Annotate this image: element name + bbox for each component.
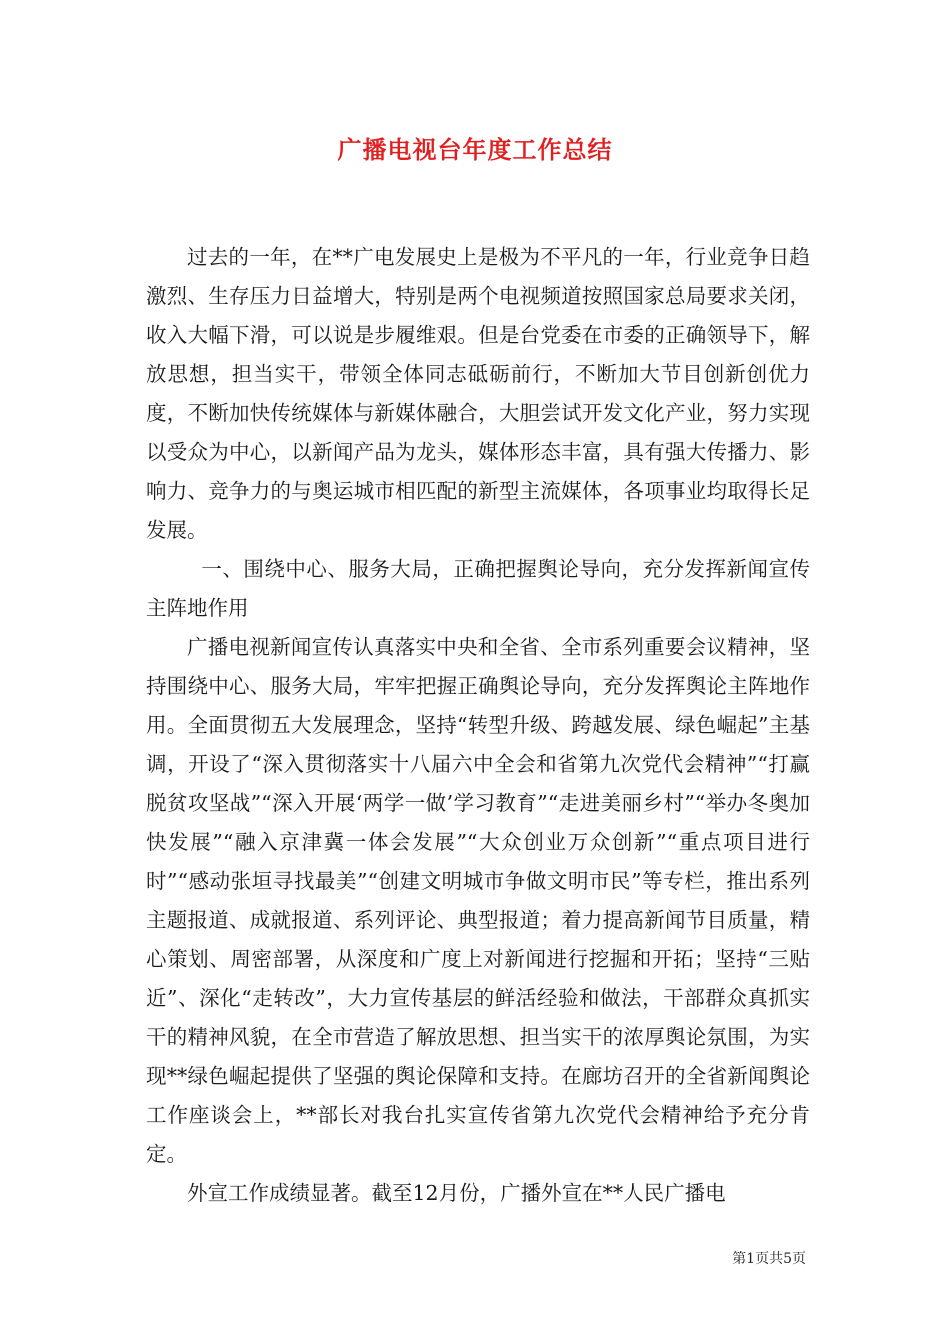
paragraph-news-propaganda: 广播电视新闻宣传认真落实中央和全省、全市系列重要会议精神，坚持围绕中心、服务大局，牢牢把握正确舆论导向，充分发挥舆论主阵地作用。全面贯彻五大发展理念，坚持“转型升级、跨越发展、绿色崛起”主基调，开设了“深入贯彻落实十八届六中全会和省第九次党代会精神”“打赢脱贫攻坚战”“深入开展‘两学一做’学习教育”“走进美丽乡村”“举办冬奥加快发展”“融入京津冀一体会发展”“大众创业万众创新”“重点项目进行时”“感动张垣寻找最美”“创建文明城市争做文明市民”等专栏，推出系列主题报道、成就报道、系列评论、典型报道；着力提高新闻节目质量，精心策划、周密部署，从深度和广度上对新闻进行挖掘和开拓；坚持“三贴近”、深化“走转改”，大力宣传基层的鲜活经验和做法，干部群众真抓实干的精神风貌，在全市营造了解放思想、担当实干的浓厚舆论氛围，为实现**绿色崛起提供了坚强的舆论保障和支持。在廊坊召开的全省新闻舆论工作座谈会上，**部长对我台扎实宣传省第九次党代会精神给予充分肯定。 xyxy=(146,635,810,1166)
document-title: 广播电视台年度工作总结 xyxy=(337,135,613,164)
document-body xyxy=(146,238,810,1213)
page-indicator: 第1页共5页 xyxy=(732,1251,806,1267)
paragraph-intro: 过去的一年，在**广电发展史上是极为不平凡的一年，行业竞争日趋激烈、生存压力日益增大，特别是两个电视频道按照国家总局要求关闭，收入大幅下滑，可以说是步履维艰。但是台党委在市委的正确领导下，解放思想，担当实干，带领全体同志砥砺前行，不断加大节目创新创优力度，不断加快传统媒体与新媒体融合，大胆尝试开发文化产业，努力实现以受众为中心，以新闻产品为龙头，媒体形态丰富，具有强大传播力、影响力、竞争力的与奥运城市相匹配的新型主流媒体，各项事业均取得长足发展。 xyxy=(146,245,810,542)
paragraph-external-propaganda: 外宣工作成绩显著。截至12月份，广播外宣在**人民广播电 xyxy=(187,1181,726,1205)
section-heading-1: 一、围绕中心、服务大局，正确把握舆论导向，充分发挥新闻宣传主阵地作用 xyxy=(146,557,810,620)
